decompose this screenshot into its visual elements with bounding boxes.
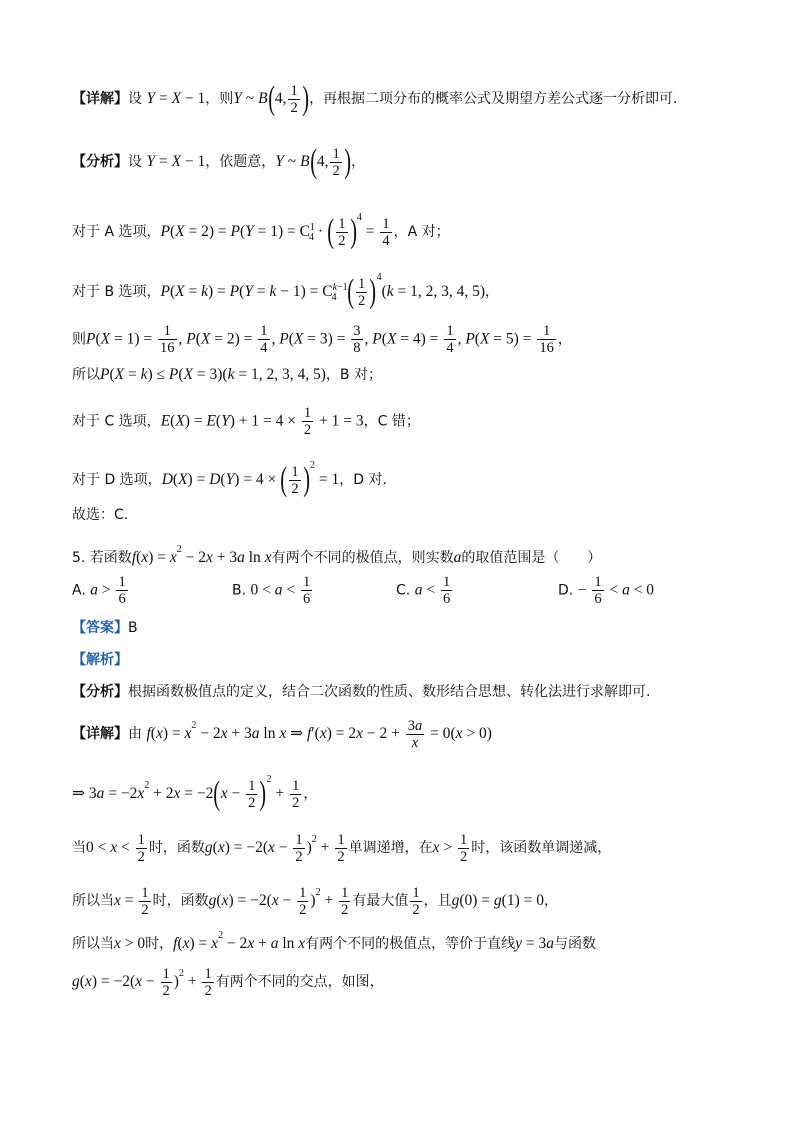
text: 若函数 [89, 550, 132, 566]
text: 有两个不同的极值点，则实数 [271, 550, 454, 566]
detail-line: 【详解】设 Y = X − 1，则Y ~ B(4, $\frac{1}{2}$ )，再根据二项分布的概率公式及期望方差公式逐一分析即可． [72, 80, 688, 117]
answer-tag: 【答案】 [72, 620, 128, 636]
text: ，再根据二项分布的概率公式及期望方差公式逐一分析即可． [309, 91, 688, 107]
derivation-line-2: 当0 < x < $\frac{1}{2}$ 时，函数g(x) = −2(x − $\frac{1}{2}$ )$^2$ + $\frac{1}{2}$ 单调递增，在x > $\frac{1}{2}$ 时，该函数单调递减， [72, 831, 612, 865]
option-d-analysis: 对于 D 选项，D(X) = D(Y) = 4 × ( $\frac{1}{2}$ )$^2$ = 1，D 对. [72, 460, 387, 498]
option-b: B. 0 < a < $\frac{1}{6}$ [232, 574, 311, 607]
text: ，B 对； [325, 367, 382, 383]
text: 所以当 [72, 936, 114, 952]
derivation-line-5: g(x) = −2(x − $\frac{1}{2}$ )$^2$ + $\frac{1}{2}$ 有两个不同的交点，如图， [72, 965, 384, 999]
option-d: D. − $\frac{1}{6}$ < a < 0 [558, 574, 655, 607]
text: 所以 [72, 367, 100, 383]
probabilities-line: 则P(X = 1) = $\frac{1}{16}$ , P(X = 2) = $\frac{1}{4}$ , P(X = 3) = $\frac{3}{8}$ , P(X = 4) = $\frac{1}{4}$ , P(X = 5) = $\frac{1}{16}$ ， [72, 323, 572, 356]
text: 故选：C. [72, 507, 129, 523]
question-5: 5. 若函数$f(x) = x^2 - 2x + 3a$ ln x有两个不同的极值点，则实数a的取值范围是（ ） [72, 544, 602, 566]
text: ，C 错； [363, 413, 420, 430]
text: 有最大值 [352, 893, 409, 909]
derivation-line-1: ⇒ $3a = -2x^2 + 2x = -2(x$ − $\frac{1}{2}$ )$^2$ + $\frac{1}{2}$ ， [72, 774, 318, 812]
conclusion-b-line: 所以P(X = k) ≤ P(X = 3)(k = 1, 2, 3, 4, 5)，B 对； [72, 366, 382, 383]
detail-tag: 【详解】 [72, 91, 128, 107]
text: ，D 对. [339, 472, 387, 488]
text: ，则 [205, 91, 234, 107]
text: 所以当 [72, 893, 114, 909]
text: 对于 B 选项， [72, 284, 161, 300]
analysis-tag: 【分析】 [72, 154, 128, 170]
analysis-line-5 [72, 682, 650, 702]
text: ， [351, 154, 366, 170]
text: 对于 C 选项， [72, 413, 161, 430]
option-a: A. a > $\frac{1}{6}$ [72, 574, 126, 607]
text: ， [485, 284, 500, 300]
text: 根据函数极值点的定义，结合二次函数的性质、数形结合思想、转化法进行求解即可. [128, 684, 651, 700]
text: 由 [128, 726, 142, 742]
option-label: A. [72, 582, 86, 599]
text: 对于 A 选项， [72, 224, 161, 240]
text: 则 [72, 331, 86, 348]
text: 单调递增，在 [348, 840, 433, 856]
analysis-tag: 【分析】 [72, 684, 128, 700]
text: ， [543, 893, 558, 909]
text: ，且 [423, 893, 452, 909]
answer-line [72, 618, 138, 638]
text: ， [557, 331, 572, 348]
text: ， [303, 786, 318, 802]
question-number: 5. [72, 550, 86, 566]
text: 的取值范围是（ ） [461, 550, 602, 566]
detail-line-5: 【详解】由 $f(x) = x^2 - 2x + 3a$ ln x ⇒ f′(x) = 2x − 2 + $\frac{3a}{x}$ = 0(x > 0) [72, 717, 492, 751]
text: 设 [128, 154, 142, 170]
text: 时，函数 [152, 893, 209, 909]
text: 有两个不同的极值点，等价于直线 [305, 936, 516, 952]
option-b-analysis: 对于 B 选项，$P(X = k) = P(Y = k - 1) = C^{k-1}_4$ ( $\frac{1}{2}$ )$^4$(k = 1, 2, 3, 4, 5)， [72, 272, 500, 310]
derivation-line-3: 所以当x = $\frac{1}{2}$ 时，函数g(x) = −2(x − $\frac{1}{2}$ )$^2$ + $\frac{1}{2}$ 有最大值 $\frac{1}{2}$ ，且g(0) = g(1) = 0， [72, 884, 558, 918]
option-label: B. [232, 582, 247, 599]
solution-tag: 【解析】 [72, 652, 128, 668]
text: 对于 D 选项， [72, 472, 162, 488]
derivation-line-4: 所以当x > 0时，$f(x) = x^2 - 2x + a$ ln x有两个不同的极值点，等价于直线y = 3a与函数 [72, 930, 597, 952]
text: ，依题意， [205, 154, 276, 170]
text: 当 [72, 840, 86, 856]
analysis-line: 【分析】设 Y = X − 1，依题意，Y ~ B(4, $\frac{1}{2}$ )， [72, 143, 366, 180]
answer-value: B [128, 620, 138, 636]
text: 设 [128, 91, 142, 107]
text: ，A 对； [393, 224, 450, 240]
text: 与函数 [554, 936, 597, 952]
detail-tag: 【详解】 [72, 726, 128, 742]
option-label: C. [396, 582, 411, 599]
option-c-analysis: 对于 C 选项，E(X) = E(Y) + 1 = 4 × $\frac{1}{2}$ + 1 = 3，C 错； [72, 405, 420, 438]
option-label: D. [558, 582, 574, 599]
text: 时，函数 [148, 840, 205, 856]
choice-line [72, 505, 128, 525]
text: 有两个不同的交点，如图， [215, 974, 384, 990]
solution-header [72, 650, 128, 670]
option-a-analysis: 对于 A 选项，$P(X = 2) = P(Y = 1) = C^1_4$ · ( $\frac{1}{2}$ )$^4$ = $\frac{1}{4}$ ，A 对； [72, 212, 450, 250]
text: 时， [145, 936, 174, 952]
text: 时，该函数单调递减， [471, 840, 612, 856]
option-c: C. a < $\frac{1}{6}$ [396, 574, 451, 607]
